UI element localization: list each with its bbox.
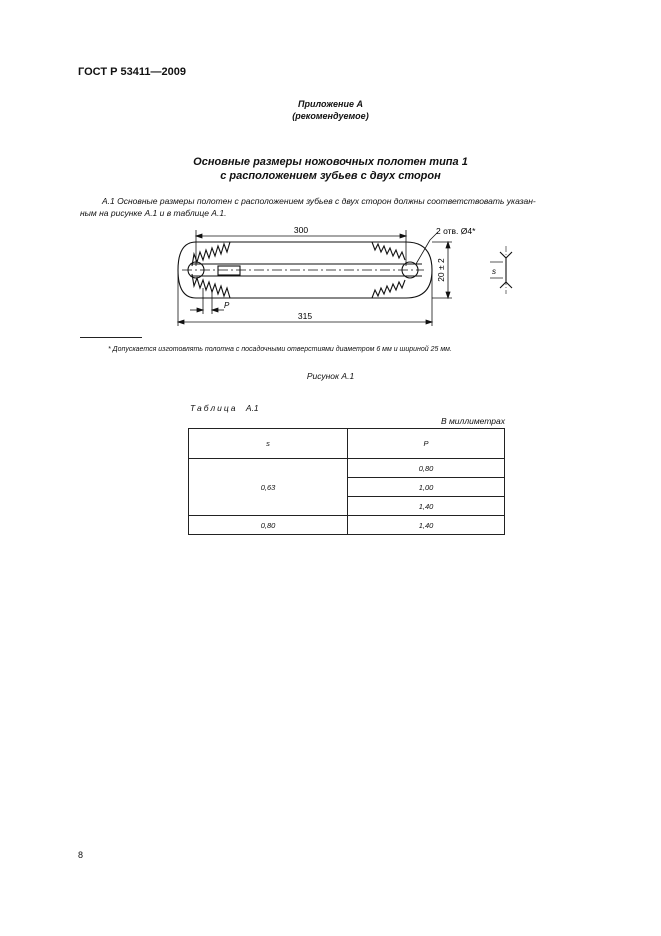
figure-caption: Рисунок А.1 — [306, 371, 355, 381]
page-number: 8 — [78, 850, 84, 860]
hacksaw-blade-drawing — [160, 222, 525, 330]
dim-315-label: 315 — [297, 311, 313, 321]
cell-p: 1,40 — [348, 516, 505, 535]
paragraph-line1: А.1 Основные размеры полотен с расположением зубьев с двух сторон должны соответствовать указан- — [102, 196, 536, 206]
footnote-separator — [80, 337, 142, 338]
table-header-row — [189, 429, 505, 459]
teeth-right-top — [372, 242, 405, 260]
table-row — [189, 459, 505, 478]
holes-label: 2 отв. Ø4* — [436, 226, 476, 236]
cell-s: 0,63 — [189, 459, 348, 516]
table-caption-number: А.1 — [245, 403, 259, 413]
blade-marking-slot — [218, 266, 240, 275]
cell-p: 1,40 — [348, 497, 505, 516]
section-title-line2: с расположением зубьев с двух сторон — [220, 170, 441, 182]
body-paragraph — [80, 195, 620, 219]
pitch-label: P — [224, 301, 230, 310]
table-units: В миллиметрах — [440, 416, 505, 426]
table-caption — [190, 403, 259, 413]
section-title — [0, 155, 661, 183]
paragraph-line2: ным на рисунке А.1 и в таблице А.1. — [80, 208, 227, 218]
footnote: * Допускается изготовлять полотна с посадочными отверстиями диаметром 6 мм и шириной 25 мм. — [108, 346, 452, 353]
annex-status: (рекомендуемое) — [292, 111, 369, 121]
annex-heading — [0, 98, 661, 122]
table-caption-prefix: Таблица — [190, 403, 238, 413]
header-s: s — [189, 429, 348, 459]
dim-20-label: 20 ± 2 — [436, 258, 446, 282]
cell-s: 0,80 — [189, 516, 348, 535]
cell-p: 1,00 — [348, 478, 505, 497]
header-p: P — [348, 429, 505, 459]
dim-300-label: 300 — [293, 225, 309, 235]
dimensions-table — [188, 428, 505, 535]
teeth-right-bottom — [372, 280, 405, 298]
annex-title: Приложение А — [298, 99, 363, 109]
document-header: ГОСТ Р 53411—2009 — [78, 66, 186, 78]
cell-p: 0,80 — [348, 459, 505, 478]
section-title-line1: Основные размеры ножовочных полотен типа 1 — [193, 156, 468, 168]
table-row — [189, 516, 505, 535]
thickness-label: s — [492, 267, 496, 276]
